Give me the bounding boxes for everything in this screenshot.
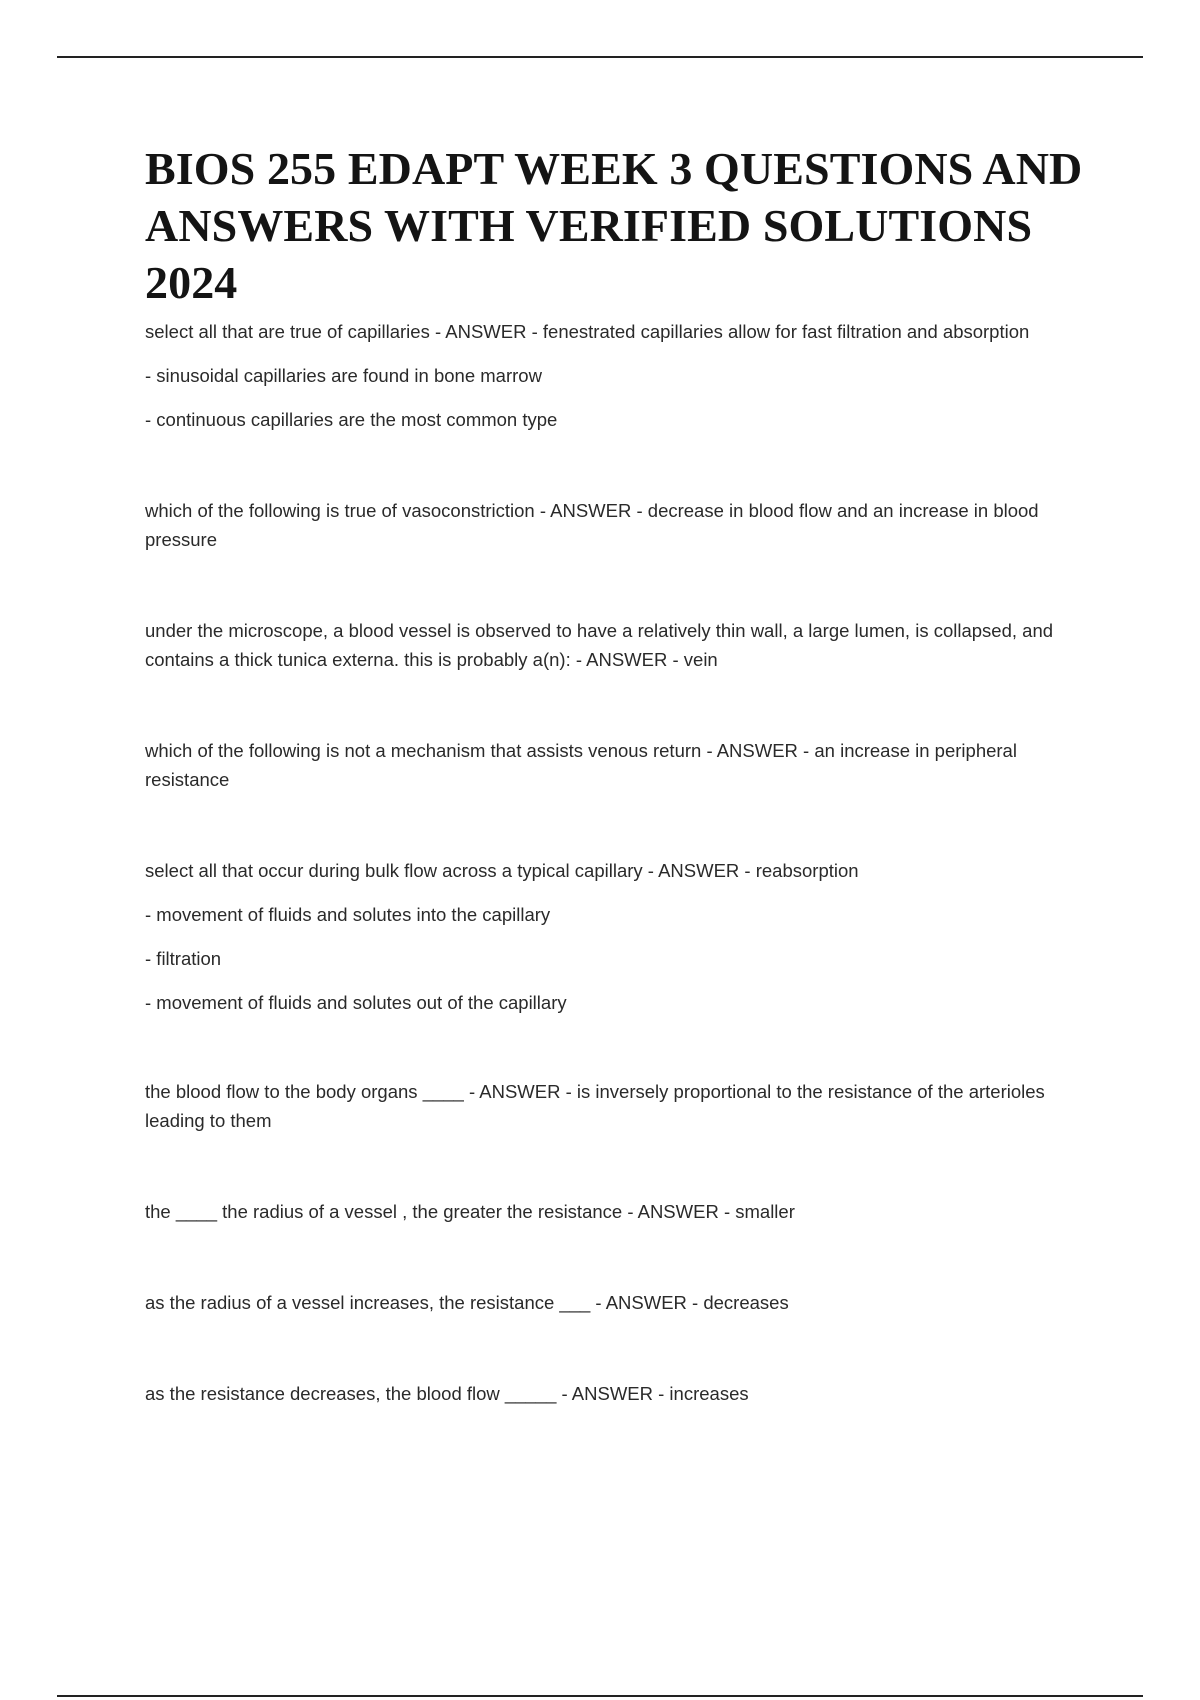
qa-list (145, 317, 1085, 1408)
qa-question: as the resistance decreases, the blood flow _____ - ANSWER - increases (145, 1383, 749, 1404)
top-rule (57, 56, 1143, 58)
qa-question: under the microscope, a blood vessel is observed to have a relatively thin wall, a large lumen, is collapsed, and contains a thick tunica externa. this is probably a(n): - ANSWER - vein (145, 620, 1054, 670)
qa-question: which of the following is not a mechanism that assists venous return - ANSWER - an increase in peripheral resistance (145, 740, 1017, 790)
bottom-rule (57, 1695, 1143, 1697)
document-title: BIOS 255 EDAPT WEEK 3 QUESTIONS AND ANSWERS WITH VERIFIED SOLUTIONS 2024 (145, 143, 1083, 308)
qa-question: select all that are true of capillaries - ANSWER - fenestrated capillaries allow for fast filtration and absorption (145, 321, 1030, 342)
qa-answer-line: - movement of fluids and solutes out of the capillary (145, 992, 567, 1013)
qa-question: select all that occur during bulk flow across a typical capillary - ANSWER - reabsorption (145, 860, 859, 881)
document-page (145, 140, 1085, 1408)
qa-answer-line: - continuous capillaries are the most common type (145, 409, 558, 430)
qa-question: which of the following is true of vasoconstriction - ANSWER - decrease in blood flow and an increase in blood pressure (145, 500, 1039, 550)
qa-question: the ____ the radius of a vessel , the greater the resistance - ANSWER - smaller (145, 1201, 795, 1222)
qa-answer-line: - movement of fluids and solutes into the capillary (145, 904, 551, 925)
qa-question: the blood flow to the body organs ____ - ANSWER - is inversely proportional to the resistance of the arterioles leading to them (145, 1081, 1045, 1131)
qa-answer-line: - filtration (145, 948, 222, 969)
qa-answer-line: - sinusoidal capillaries are found in bone marrow (145, 365, 542, 386)
qa-question: as the radius of a vessel increases, the resistance ___ - ANSWER - decreases (145, 1292, 789, 1313)
